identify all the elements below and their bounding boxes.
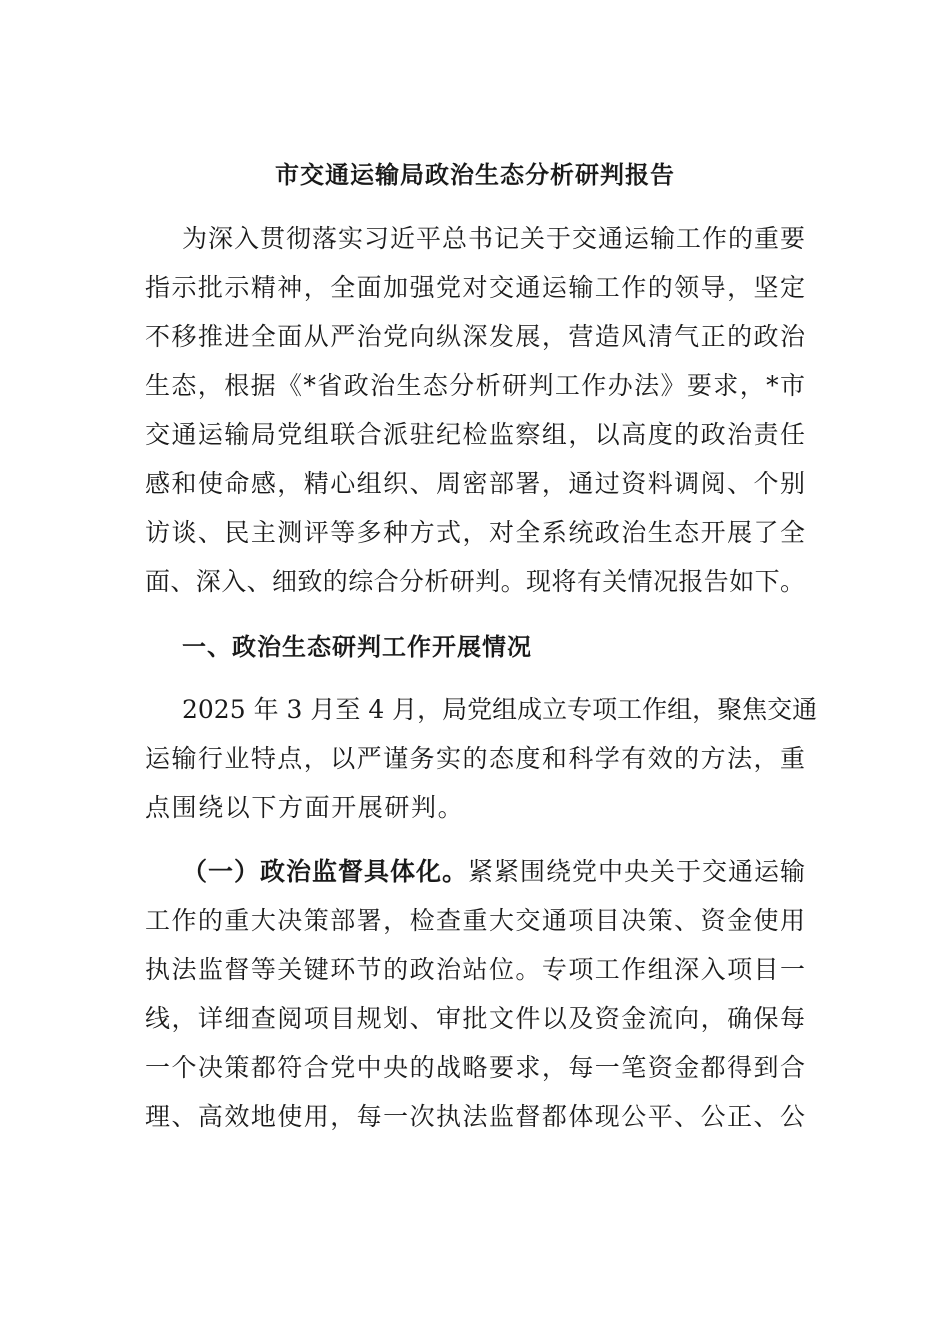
intro-line-7: 访谈、民主测评等多种方式，对全系统政治生态开展了全	[145, 518, 805, 547]
item1-line-3: 执法监督等关键环节的政治站位。专项工作组深入项目一	[145, 955, 805, 984]
item1-bold-heading: （一）政治监督具体化。	[182, 857, 468, 886]
intro-line-6: 感和使命感，精心组织、周密部署，通过资料调阅、个别	[145, 469, 805, 498]
intro-line-5: 交通运输局党组联合派驻纪检监察组，以高度的政治责任	[145, 420, 805, 449]
section1-line-3: 点围绕以下方面开展研判。	[145, 793, 465, 822]
intro-line-1: 为深入贯彻落实习近平总书记关于交通运输工作的重要	[182, 224, 805, 253]
item1-line-5: 一个决策都符合党中央的战略要求，每一笔资金都得到合	[145, 1053, 805, 1082]
item1-line-2: 工作的重大决策部署，检查重大交通项目决策、资金使用	[145, 906, 805, 935]
document-title: 市交通运输局政治生态分析研判报告	[275, 160, 675, 189]
intro-line-2: 指示批示精神，全面加强党对交通运输工作的领导，坚定	[145, 273, 805, 302]
section-heading-1: 一、政治生态研判工作开展情况	[182, 632, 532, 661]
intro-line-4: 生态，根据《*省政治生态分析研判工作办法》要求，*市	[145, 371, 805, 400]
item1-line-4: 线，详细查阅项目规划、审批文件以及资金流向，确保每	[145, 1004, 805, 1033]
section1-line-2: 运输行业特点，以严谨务实的态度和科学有效的方法，重	[145, 744, 805, 773]
item1-line-6: 理、高效地使用，每一次执法监督都体现公平、公正、公	[145, 1102, 805, 1131]
item1-first-text: 紧紧围绕党中央关于交通运输	[468, 857, 805, 886]
item1-line-1	[182, 856, 805, 888]
intro-line-8: 面、深入、细致的综合分析研判。现将有关情况报告如下。	[145, 567, 805, 596]
intro-line-3: 不移推进全面从严治党向纵深发展，营造风清气正的政治	[145, 322, 805, 351]
section1-line-1: 2025 年 3 月至 4 月，局党组成立专项工作组，聚焦交通	[182, 695, 818, 724]
